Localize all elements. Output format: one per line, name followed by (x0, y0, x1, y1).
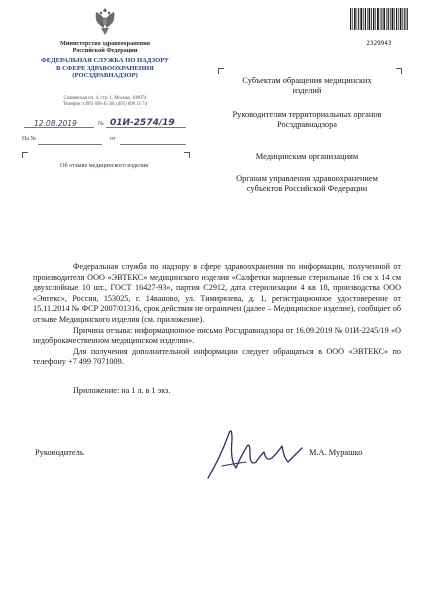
addressee-1: Субъектам обращения медицинских изделий (242, 76, 372, 95)
addressee-4: Органам управления здравоохранением субъектов Российской Федерации (236, 174, 378, 193)
signatory-position: Руководитель (35, 448, 84, 457)
body-paragraph-1: Федеральная служба по надзору в сфере здравоохранения по информации, полученной от производителя ООО «ЭВТЕКС» медицинского изделия «Салфетки марлевые стерильные 16 см х 14 см двухслойные 10 шт., ГОСТ 16427-93», партия С2912, дата стерилизации 4 кв 18, производства ООО «Эвтекс», Россия, 153025, г. 14ваново, ул. Тимирязева, д. 1, регистрационное удостоверение от 15.11.2014 № ФСР 2007/01316, срок действия не ограничен (далее – Медицинское изделие), сообщает об отзыве Медицинского изделия (см. приложение). (33, 262, 401, 324)
addressee-2: Руководителям территориальных органов Росздравнадзора (232, 110, 382, 129)
addressee-bracket-right (396, 68, 402, 74)
addressee-bracket-left (218, 68, 224, 74)
body-paragraph-3: Для получения дополнительной информации следует обращаться в ООО «ЭВТЕКС» по телефону +7 499 7071009. (33, 346, 401, 367)
service-name: ФЕДЕРАЛЬНАЯ СЛУЖБА ПО НАДЗОРУ В СФЕРЕ ЗДРАВООХРАНЕНИЯ (РОСЗДРАВНАДЗОР) (41, 57, 169, 80)
barcode-number: 2329943 (366, 40, 392, 47)
sender-address: Славянская пл. 4, стр. 1, Москва, 109074 Телефон: (495) 698 45 38; (495) 698 15 74 (62, 96, 148, 108)
na-label: На № (22, 136, 37, 142)
reference-row (22, 136, 192, 148)
body-paragraph-2: Причина отзыва: информационное письмо Росздравнадзора от 16.09.2019 № 01И-2245/19 «О недоброкачественном медицинском изделии». (33, 325, 401, 346)
ministry-name: Министерство здравоохранения Российской Федерации (59, 40, 151, 55)
attachment-note: Приложение: на 1 л. в 1 экз. (73, 386, 171, 395)
outgoing-date: 12.08.2019 (34, 119, 77, 128)
subject-bracket-right (184, 152, 190, 158)
addressee-3: Медицинским организациям (255, 152, 359, 161)
coat-of-arms-icon (92, 6, 118, 38)
signatory-name: М.А. Мурашко (309, 448, 363, 457)
barcode-icon (350, 8, 408, 30)
outgoing-number: 01И-2574/19 (110, 118, 175, 128)
ot-label: от (110, 136, 116, 142)
outgoing-date-number-row (22, 118, 192, 132)
handwritten-signature (202, 418, 306, 488)
number-sign: № (98, 121, 104, 127)
letter-subject: Об отзыве медицинского изделия (60, 162, 149, 169)
subject-bracket-left (22, 152, 28, 158)
letter-body (33, 262, 401, 368)
